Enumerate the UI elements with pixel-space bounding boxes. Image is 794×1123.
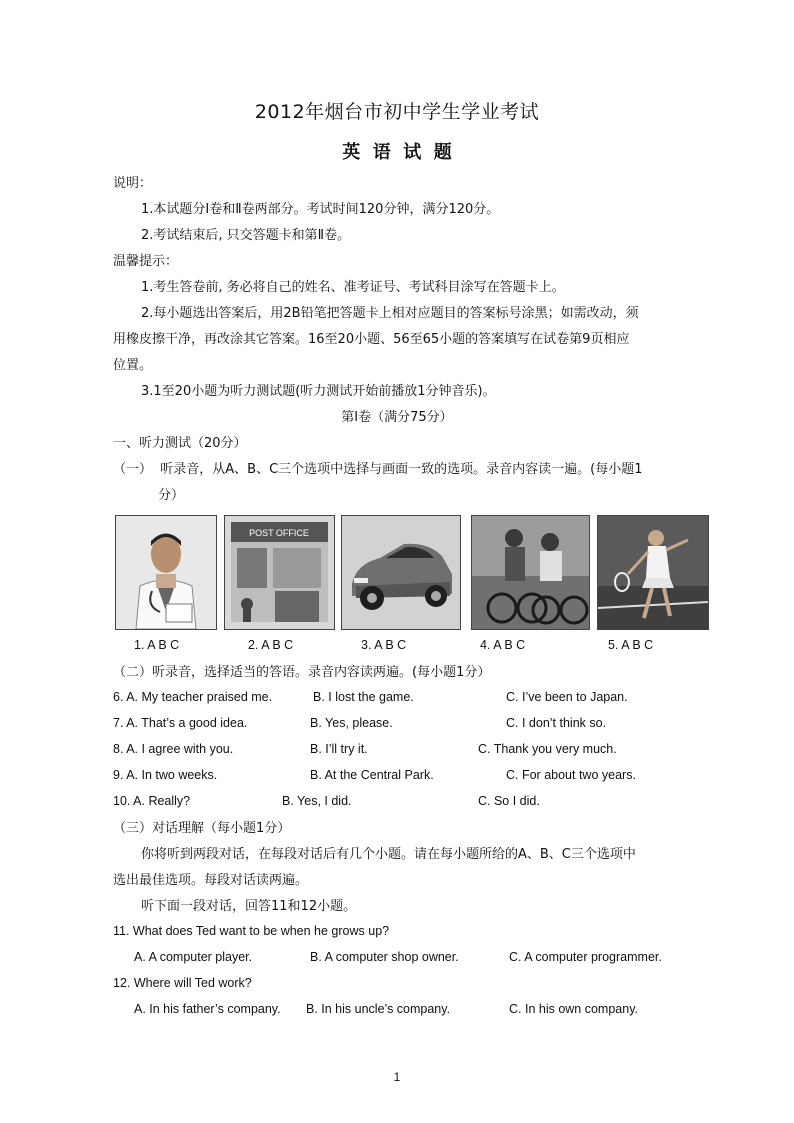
question-10-option-c: C. So I did.	[478, 794, 540, 808]
question-11-option-a: A. A computer player.	[134, 950, 253, 964]
picture-options-5: 5. A B C	[608, 638, 654, 652]
reminder-item: 2.每小题选出答案后，用2B铅笔把答题卡上相对应题目的答案标号涂黑；如需改动，须	[141, 306, 639, 321]
part1-instructions-cont: 分）	[158, 488, 185, 503]
question-7-option-c: C. I don’t think so.	[506, 716, 607, 730]
reminder-item: 位置。	[113, 358, 153, 373]
question-8-option-b: B. I’ll try it.	[310, 742, 368, 756]
question-6-option-c: C. I’ve been to Japan.	[506, 690, 628, 704]
part1-instructions: （一） 听录音，从A、B、C三个选项中选择与画面一致的选项。录音内容读一遍。(每小题1	[113, 462, 643, 477]
section-title: 一、听力测试（20分）	[113, 436, 247, 451]
question-12-option-c: C. In his own company.	[509, 1002, 638, 1016]
tennis-player-photo	[597, 515, 709, 630]
part3-intro: 你将听到两段对话，在每段对话后有几个小题。请在每小题所给的A、B、C三个选项中	[141, 847, 636, 862]
question-9-option-c: C. For about two years.	[506, 768, 636, 782]
doctor-photo	[115, 515, 217, 630]
question-10-option-a: 10. A. Really?	[113, 794, 191, 808]
part3-intro-cont: 选出最佳选项。每段对话读两遍。	[113, 873, 309, 888]
question-10-option-b: B. Yes, I did.	[282, 794, 352, 808]
volume-title: 第Ⅰ卷（满分75分）	[341, 410, 453, 425]
question-9-option-b: B. At the Central Park.	[310, 768, 434, 782]
picture-options-1: 1. A B C	[134, 638, 180, 652]
question-11-option-b: B. A computer shop owner.	[310, 950, 459, 964]
question-6-option-a: 6. A. My teacher praised me.	[113, 690, 273, 704]
reminder-item: 1.考生答卷前, 务必将自己的姓名、准考证号、考试科目涂写在答题卡上。	[141, 280, 565, 295]
question-7-option-a: 7. A. That’s a good idea.	[113, 716, 248, 730]
question-12-option-a: A. In his father’s company.	[134, 1002, 281, 1016]
page-number: 1	[393, 1070, 401, 1084]
car-photo	[341, 515, 461, 630]
reminder-label: 温馨提示：	[113, 254, 179, 269]
cyclists-photo	[471, 515, 590, 630]
instruction-item: 1.本试题分Ⅰ卷和Ⅱ卷两部分。考试时间120分钟，满分120分。	[141, 202, 500, 217]
question-9-option-a: 9. A. In two weeks.	[113, 768, 218, 782]
question-11-stem: 11. What does Ted want to be when he grows up?	[113, 924, 390, 938]
part3-dialogue-intro: 听下面一段对话，回答11和12小题。	[141, 899, 357, 914]
instructions-label: 说明：	[113, 176, 153, 191]
part3-title: （三）对话理解（每小题1分）	[113, 821, 291, 836]
question-12-stem: 12. Where will Ted work?	[113, 976, 252, 990]
part2-title: （二）听录音，选择适当的答语。录音内容读两遍。(每小题1分）	[113, 665, 491, 680]
picture-options-2: 2. A B C	[248, 638, 294, 652]
instruction-item: 2.考试结束后, 只交答题卡和第Ⅱ卷。	[141, 228, 351, 243]
exam-subtitle: 英 语 试 题	[342, 142, 452, 163]
post-office-photo	[224, 515, 335, 630]
svg-text:POST OFFICE: POST OFFICE	[249, 528, 309, 538]
reminder-item: 用橡皮擦干净，再改涂其它答案。16至20小题、56至65小题的答案填写在试卷第9页相应	[113, 332, 630, 347]
picture-options-4: 4. A B C	[480, 638, 526, 652]
reminder-item: 3.1至20小题为听力测试题(听力测试开始前播放1分钟音乐)。	[141, 384, 496, 399]
question-11-option-c: C. A computer programmer.	[509, 950, 662, 964]
question-6-option-b: B. I lost the game.	[313, 690, 414, 704]
question-8-option-a: 8. A. I agree with you.	[113, 742, 234, 756]
question-7-option-b: B. Yes, please.	[310, 716, 393, 730]
picture-options-3: 3. A B C	[361, 638, 407, 652]
question-8-option-c: C. Thank you very much.	[478, 742, 617, 756]
question-12-option-b: B. In his uncle’s company.	[306, 1002, 451, 1016]
exam-title: 2012年烟台市初中学生学业考试	[254, 101, 540, 123]
